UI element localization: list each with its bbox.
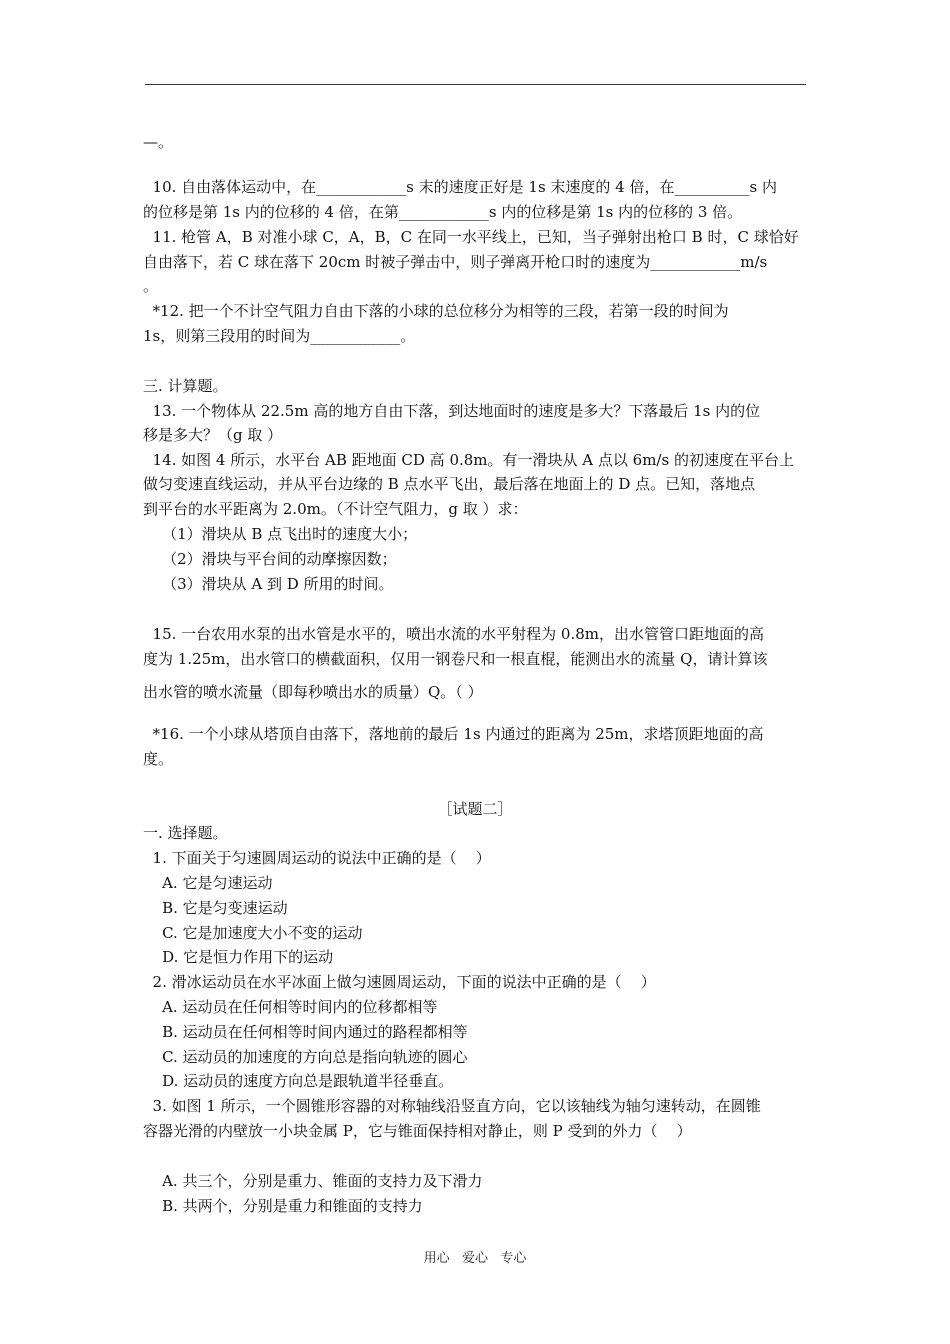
question-13-line-1: 13. 一个物体从 22.5m 高的地方自由下落，到达地面时的速度是多大？下落最后 1s 内的位 bbox=[143, 402, 761, 420]
question-1-option-d: D. 它是恒力作用下的运动 bbox=[143, 948, 334, 966]
question-2: 2. 滑冰运动员在水平冰面上做匀速圆周运动，下面的说法中正确的是（ ） bbox=[143, 973, 656, 991]
question-15-line-2: 度为 1.25m，出水管口的横截面积，仅用一钢卷尺和一根直棍，能测出水的流量 Q，请计算该 bbox=[143, 650, 768, 668]
question-1-option-b: B. 它是匀变速运动 bbox=[143, 899, 288, 917]
question-1-option-a: A. 它是匀速运动 bbox=[143, 874, 273, 892]
question-11-line-1: 11. 枪管 A，B 对准小球 C，A，B，C 在同一水平线上，已知，当子弹射出枪口 B 时，C 球恰好 bbox=[143, 228, 799, 246]
question-14-line-1: 14. 如图 4 所示，水平台 AB 距地面 CD 高 0.8m。有一滑块从 A 点以 6m/s 的初速度在平台上 bbox=[143, 451, 794, 469]
question-14-sub-2: （2）滑块与平台间的动摩擦因数； bbox=[143, 550, 397, 568]
question-14-line-2: 做匀变速直线运动，并从平台边缘的 B 点水平飞出，最后落在地面上的 D 点。已知，落地点 bbox=[143, 475, 756, 493]
question-12-line-2: 1s，则第三段用的时间为____________。 bbox=[143, 327, 416, 345]
question-15-line-3: 出水管的喷水流量（即每秒喷出水的质量）Q。（ ） bbox=[143, 683, 483, 701]
question-2-option-c: C. 运动员的加速度的方向总是指向轨迹的圆心 bbox=[143, 1048, 468, 1066]
question-2-option-d: D. 运动员的速度方向总是跟轨道半径垂直。 bbox=[143, 1072, 454, 1090]
question-16-line-2: 度。 bbox=[143, 750, 174, 768]
question-3-option-b: B. 共两个，分别是重力和锥面的支持力 bbox=[143, 1197, 423, 1215]
question-1-option-c: C. 它是加速度大小不变的运动 bbox=[143, 924, 363, 942]
question-10-line-1: 10. 自由落体运动中，在____________s 末的速度正好是 1s 末速度的 4 倍，在__________s 内 bbox=[143, 178, 777, 196]
page-footer: 用心 爱心 专心 bbox=[423, 1251, 527, 1266]
question-12-line-1: *12. 把一个不计空气阻力自由下落的小球的总位移分为相等的三段，若第一段的时间为 bbox=[143, 302, 729, 320]
question-11-line-3: 。 bbox=[143, 277, 159, 295]
question-3-line-2: 容器光滑的内壁放一小块金属 P，它与锥面保持相对静止，则 P 受到的外力（ ） bbox=[143, 1122, 692, 1140]
question-15-line-1: 15. 一台农用水泵的出水管是水平的，喷出水流的水平射程为 0.8m，出水管管口距地面的高 bbox=[143, 625, 765, 643]
section-title: ［试题二］ bbox=[437, 800, 513, 818]
question-14-line-3: 到平台的水平距离为 2.0m。（不计空气阻力，g 取 ）求： bbox=[143, 500, 528, 518]
text-line-1: —。 bbox=[143, 133, 174, 151]
question-2-option-a: A. 运动员在任何相等时间内的位移都相等 bbox=[143, 998, 438, 1016]
question-11-line-2: 自由落下，若 C 球在落下 20cm 时被子弹击中，则子弹离开枪口时的速度为____________m/s bbox=[143, 253, 768, 271]
question-10-line-2: 的位移是第 1s 内的位移的 4 倍，在第____________s 内的位移是第 1s 内的位移的 3 倍。 bbox=[143, 203, 743, 221]
question-3-line-1: 3. 如图 1 所示，一个圆锥形容器的对称轴线沿竖直方向，它以该轴线为轴匀速转动，在圆锥 bbox=[143, 1097, 761, 1115]
question-14-sub-1: （1）滑块从 B 点飞出时的速度大小； bbox=[143, 525, 418, 543]
question-16-line-1: *16. 一个小球从塔顶自由落下，落地前的最后 1s 内通过的距离为 25m，求塔顶距地面的高 bbox=[143, 725, 764, 743]
question-1: 1. 下面关于匀速圆周运动的说法中正确的是（ ） bbox=[143, 849, 491, 867]
section-heading-choice: 一. 选择题。 bbox=[143, 824, 228, 842]
question-2-option-b: B. 运动员在任何相等时间内通过的路程都相等 bbox=[143, 1023, 468, 1041]
question-13-line-2: 移是多大？（g 取 ） bbox=[143, 426, 283, 444]
question-14-sub-3: （3）滑块从 A 到 D 所用的时间。 bbox=[143, 575, 394, 593]
header-rule bbox=[145, 84, 806, 85]
section-heading-calculation: 三. 计算题。 bbox=[143, 377, 228, 395]
question-3-option-a: A. 共三个，分别是重力、锥面的支持力及下滑力 bbox=[143, 1172, 483, 1190]
